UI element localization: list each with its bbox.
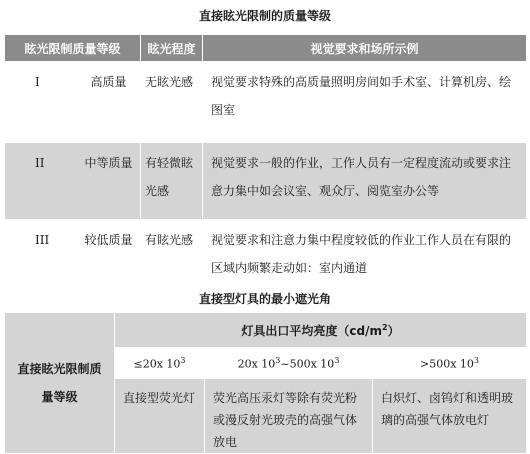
level-cell [5,220,141,299]
glare-degree: 无眩光感 [141,62,203,143]
range-mid: 20x $10^3\sim 500x$ $10^3$ [205,348,373,379]
table1-title: 直接眩光限制的质量等级 [198,9,331,23]
header-glare-degree: 眩光程度 [141,35,203,62]
visual-requirement: 视觉要求和注意力集中程度较低的作业工作人员在有限的区域内频繁走动如：室内通道 [203,220,527,299]
level-numeral: III [35,233,50,247]
glare-quality-table [4,34,527,299]
range-high: >500x $10^3$ [373,348,527,379]
table-row [5,62,527,143]
table1-header-row [5,35,527,62]
table-row [5,143,527,220]
quality-label: 较低质量 [84,233,133,247]
glare-degree: 有眩光感 [141,220,203,299]
table-row [5,220,527,299]
level-numeral: I [35,75,40,89]
range-low: ≤20x $10^3$ [115,348,205,379]
quality-label: 中等质量 [84,156,133,170]
shielding-angle-table [4,312,527,454]
level-cell [5,62,141,143]
table2-title: 直接型灯具的最小遮光角 [198,292,331,306]
glare-degree: 有轻微眩光感 [141,143,203,220]
header-glare-level: 眩光限制质量等级 [5,35,141,62]
level-cell [5,143,141,220]
luminance-header: 灯具出口平均亮度$(cd/m^2)$ [115,313,527,348]
visual-requirement: 视觉要求一般的作业，工作人员有一定程度流动或要求注意力集中如会议室、观众厅、阅览室办公等 [203,143,527,220]
glare-level-side-header: 直接眩光限制质量等级 [5,313,115,454]
visual-requirement: 视觉要求特殊的高质量照明房间如手术室、计算机房、绘图室 [203,62,527,143]
header-visual-requirement: 视觉要求和场所示例 [203,35,527,62]
lamp-type-high: 白炽灯、卤钨灯和透明玻璃的高强气体放电灯 [373,379,527,454]
lamp-type-mid: 荧光高压汞灯等除有荧光粉或漫反射光玻壳的高强气体放电 [205,379,373,454]
table2-header-row [5,313,527,348]
level-numeral: II [35,156,45,170]
lamp-type-low: 直接型荧光灯 [115,379,205,454]
quality-label: 高质量 [90,75,127,89]
